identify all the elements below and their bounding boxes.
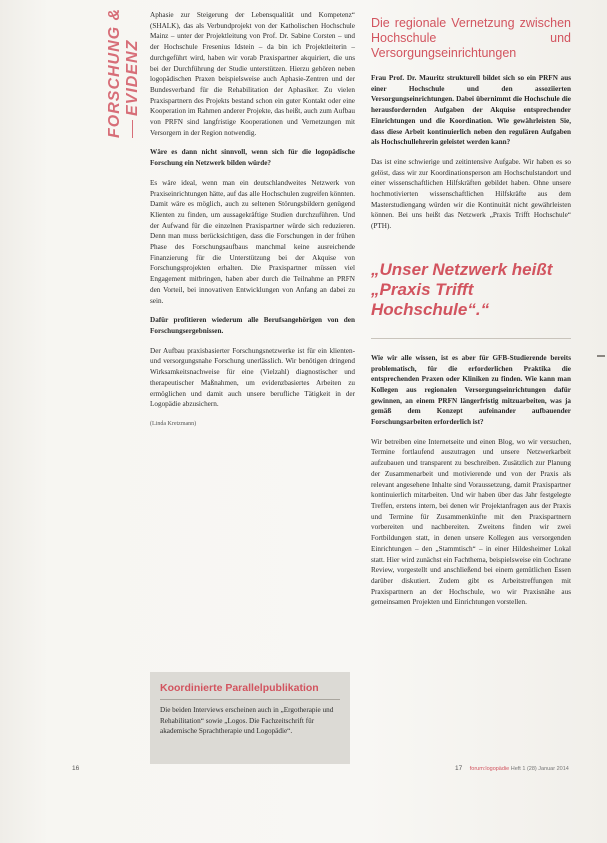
section-tag-line2: EVIDENZ [124, 8, 142, 138]
edge-mark [597, 355, 605, 357]
footer-journal: forum:logopädie [469, 766, 510, 772]
right-question-2: Wie wir alle wissen, ist es aber für GFB-Studierende bereits problematisch, für die erforderlichen Praktika die entsprechenden Praxen oder Kliniken zu finden. Wie kann man Kollegen aus regionalen Versorgungseinrichtungen dafür gewinnen, an einem PRFN längerfristig mitzuarbeiten, was ja gemäß dem Konzept aufeinander aufbauender Forschungsarbeiten erforderlich ist? [371, 353, 571, 427]
right-paragraph-1: Das ist eine schwierige und zeitintensive Aufgabe. Wir haben es so gelöst, dass wir zur Koordinationsperson am Hochschulstandort und einer wissenschaftlichen Hilfskräften gebildet haben. Ohne unsere hochmotivierten wissenschaftlichen Hilfskräfte aus dem Masterstudiengang würden wir die Kontinuität nicht gewährleisten können. Bei uns heißt das Netzwerk „Praxis Trifft Hochschule“ (PTH). [371, 157, 571, 231]
info-box [150, 672, 350, 764]
info-box-divider [160, 699, 340, 700]
source-note: (Linda Kretzmann) [150, 420, 197, 427]
info-box-body: Die beiden Interviews erscheinen auch in „Ergotherapie und Rehabilitation“ sowie „Logos. Die Fachzeitschrift für akademische Sprachtherapie und Logopädie“. [160, 706, 334, 735]
pull-quote: „Unser Netzwerk heißt „Praxis Trifft Hochschule“.“ [371, 259, 553, 319]
footer-issue: Heft 1 (28) Januar 2014 [510, 766, 569, 772]
page-number-right: 17 [455, 765, 463, 772]
left-column [150, 10, 355, 439]
info-box-title: Koordinierte Parallelpublikation [160, 682, 319, 694]
left-paragraph-3: Der Aufbau praxisbasierter Forschungsnetzwerke ist für ein klienten- und versorgungsnahe Forschung unerlässlich. Wir benötigen dringend Wirksamkeitsnachweise für eine (Vielzahl) diagnostischer und therapeutischer Maßnahmen, um evidenzbasiertes Arbeiten zu ermöglichen und damit auch unsere berufliche Tätigkeit in der Logopädie abzusichern. [150, 346, 355, 409]
footer [455, 765, 569, 772]
right-paragraph-2: Wir betreiben eine Internetseite und einen Blog, wo wir versuchen, Termine fortlaufend auszutragen und unsere Netzwerkarbeit aufzubauen und transparent zu beschreiben. Zusätzlich zur Planung der Zusammenarbeit und motivierende und von der Praxis als relevant angesehene Inhalte sind Voraussetzung, damit Praxispartner kontinuierlich mitarbeiten. Und wir haben über das Jahr festgelegte Treffen, erstens intern, bei denen wir Projektanfragen aus der Praxis und Termine für Zusammenkünfte mit den Praxispartnern vorbereiten und nachbereiten. Zweitens finden wir zwei Fortbildungen statt, in denen unsere Kollegen aus versorgenden Einrichtungen – den „Stammtisch“ – in einer Hildesheimer Lokal statt. Hier wird zunächst ein Fachthema, beispielsweise ein Cochrane Review, vorgestellt und anschließend bei einem gemütlichen Essen darüber diskutiert. Zudem gibt es Arbeitstreffungen mit Praxispartnern an der Hochschule, wo wir Praxisnähe aus gemeinsamen Projekten und Einrichtungen vorstellen. [371, 437, 571, 607]
left-paragraph-2: Es wäre ideal, wenn man ein deutschlandweites Netzwerk von Praxiseinrichtungen hätte, auf das alle Hochschulen zugreifen könnten. Damit wäre es möglich, auch zu seltenen Störungsbildern genügend Klienten zu finden, um aussagekräftige Studien durchzuführen. Und der Aufwand für die einzelnen Praxispartner würde sich reduzieren. Denn man muss berücksichtigen, dass die Forschungen in der frühen Phase des Forschungsaufbaus manchmal keine ausreichende Finanzierung für die Unterstützung bei der Akquise von Forschungsprojekten erhalten. Die Praxispartner müssen viel Engagement mitbringen, haben aber durch die Teilnahme an PRFN den Vorteil, bei innovativen Entwicklungen von Anfang an dabei zu sein. [150, 178, 355, 305]
left-paragraph-1: Aphasie zur Steigerung der Lebensqualität und Kompetenz“ (SHALK), das als Verbundprojekt von der Katholischen Hochschule Mainz – unter der Projektleitung von Prof. Dr. Sabine Corsten – und der Hochschule Fresenius Idstein – da bin ich Projektleiterin – durchgeführt wird, haben wir vorab Praxispartner akquiriert, die uns bei der Durchführung der Studie unterstützen. Hierzu gehören neben logopädischen Praxen beispielsweise auch Aphasie-Zentren und der Bundesverband für die Rehabilitation der Aphasiker. Zu vielen Praxispartnern des Projekts bestand schon ein guter Kontakt oder eine Kooperation im Rahmen anderer Projekte, das heißt, auch zum Aufbau von PRFN sind langfristige Kooperationen und Vernetzungen mit Versorgern in der Region notwendig. [150, 11, 355, 137]
section-tag [104, 7, 144, 140]
section-tag-line1: FORSCHUNG & [106, 7, 123, 138]
left-question-1: Wäre es dann nicht sinnvoll, wenn sich für die logopädische Forschung ein Netzwerk bilden würde? [150, 148, 355, 168]
right-column [371, 16, 571, 617]
page-number-left: 16 [72, 765, 80, 772]
quote-divider [371, 338, 571, 339]
right-question-1: Frau Prof. Dr. Mauritz strukturell bildet sich so ein PRFN aus einer Hochschule und den assoziierten Versorgungseinrichtungen. Dabei übernimmt die Hochschule die herausfordernden Aufgaben der Akquise entsprechender Einrichtungen und die Koordination. Wie gewährleisten Sie, dass diese Arbeit kontinuierlich neben den regulären Aufgaben als Hochschullehrerin geleistet werden kann? [371, 74, 571, 147]
section-heading: Die regionale Vernetzung zwischen Hochschule und Versorgungseinrichtungen [371, 16, 571, 60]
left-question-2: Dafür profitieren wiederum alle Berufsangehörigen von den Forschungsergebnissen. [150, 316, 355, 335]
